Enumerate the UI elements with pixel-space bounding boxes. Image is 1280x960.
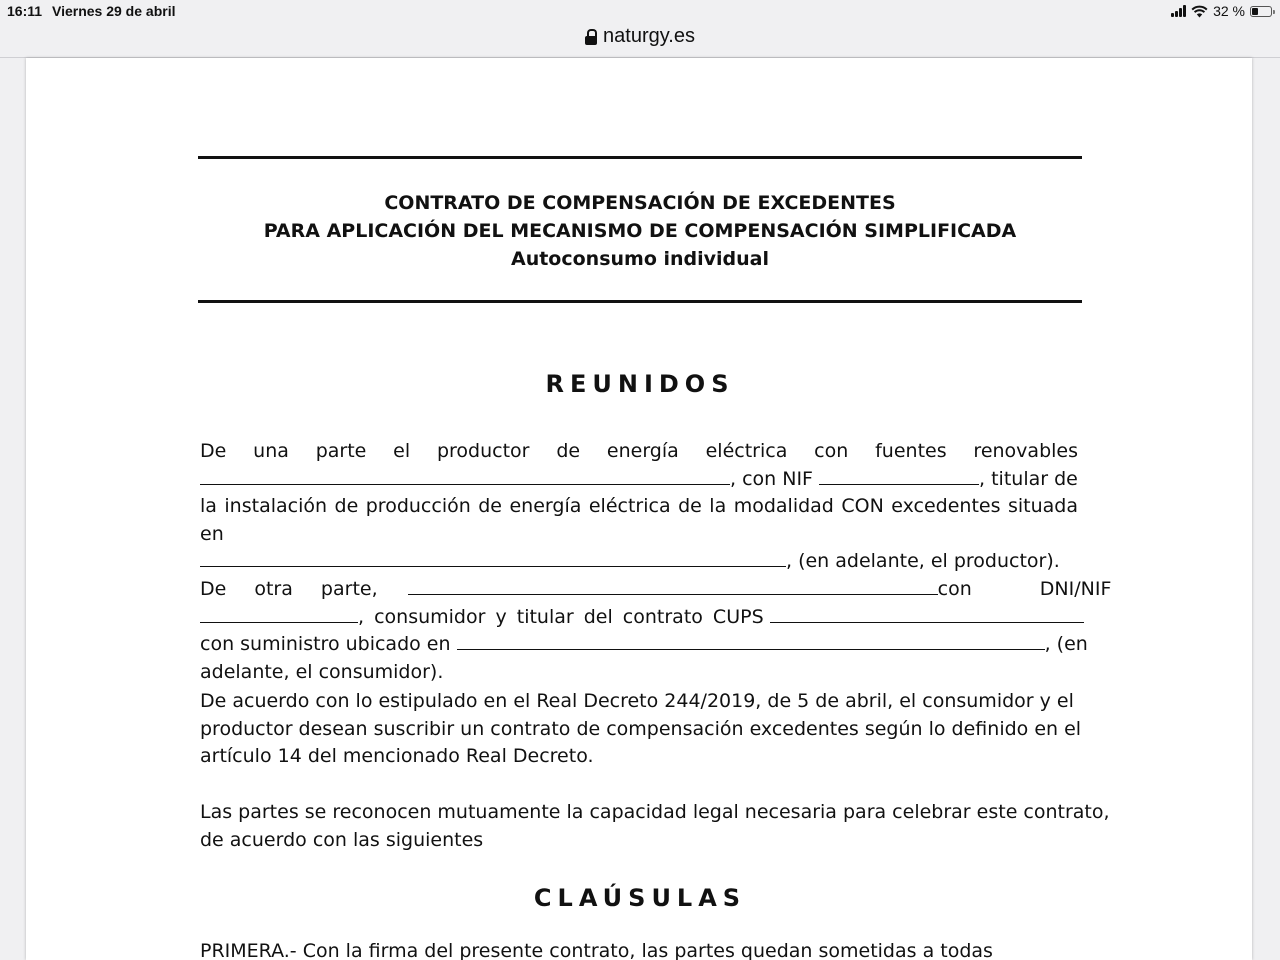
heading-clausulas: CLAÚSULAS xyxy=(533,884,747,912)
p2-line-2: productor desean suscribir un contrato de compensación excedentes según lo definido en el xyxy=(200,717,1082,740)
p3-line-1: Las partes se reconocen mutuamente la capacidad legal necesaria para celebrar este contrato, xyxy=(200,801,1110,823)
p1-line-1: De una parte el productor de energía eléctrica con fuentes renovables xyxy=(200,440,1078,462)
status-date: Viernes 29 de abril xyxy=(52,3,176,19)
bottom-rule xyxy=(198,300,1082,303)
status-indicators xyxy=(1171,3,1272,19)
paragraph-capacidad xyxy=(200,799,1110,854)
title-line-1: CONTRATO DE COMPENSACIÓN DE EXCEDENTES xyxy=(384,192,896,214)
status-bar xyxy=(0,0,1280,24)
paragraph-real-decreto xyxy=(200,688,1082,771)
top-rule xyxy=(198,156,1082,159)
cellular-signal-icon xyxy=(1171,5,1186,17)
title-line-2: PARA APLICACIÓN DEL MECANISMO DE COMPENSACIÓN SIMPLIFICADA xyxy=(263,220,1017,242)
paragraph-parties xyxy=(200,438,1112,686)
wifi-icon xyxy=(1191,5,1208,18)
consumer-name-blank[interactable] xyxy=(408,577,938,595)
paragraph-primera-partial xyxy=(200,938,1078,960)
installation-location-blank[interactable] xyxy=(200,549,786,567)
battery-icon xyxy=(1250,6,1272,17)
consumer-dni-blank[interactable] xyxy=(200,605,358,623)
p1-line-2: , con NIF , titular de xyxy=(200,466,1078,494)
title-line-3: Autoconsumo individual xyxy=(510,248,770,270)
lock-icon xyxy=(585,29,597,45)
heading-reunidos: REUNIDOS xyxy=(545,370,735,398)
p4-line-1: PRIMERA.- Con la firma del presente contrato, las partes quedan sometidas a todas xyxy=(200,940,993,960)
p1-line-7: con suministro ubicado en , (en xyxy=(200,633,1088,656)
status-time: 16:11 xyxy=(7,3,43,19)
p3-line-2: de acuerdo con las siguientes xyxy=(200,828,484,851)
pdf-page xyxy=(26,58,1252,960)
battery-percent: 32 % xyxy=(1213,3,1245,19)
producer-nif-blank[interactable] xyxy=(819,467,979,485)
url-text[interactable]: naturgy.es xyxy=(603,25,695,47)
p1-line-3: la instalación de producción de energía eléctrica de la modalidad CON excedentes situada en xyxy=(200,495,1078,545)
p2-line-3: artículo 14 del mencionado Real Decreto. xyxy=(200,745,594,768)
p1-line-4: , (en adelante, el productor). xyxy=(200,548,1078,576)
p2-line-1: De acuerdo con lo estipulado en el Real Decreto 244/2019, de 5 de abril, el consumidor y el xyxy=(200,690,1074,712)
supply-address-blank[interactable] xyxy=(457,632,1045,650)
cups-blank[interactable] xyxy=(770,605,1084,623)
p1-line-5: De otra parte, con DNI/NIF xyxy=(200,577,1112,600)
producer-name-blank[interactable] xyxy=(200,467,730,485)
address-bar[interactable] xyxy=(0,24,1280,56)
p1-line-8: adelante, el consumidor). xyxy=(200,660,444,683)
document-title xyxy=(200,189,1080,273)
p1-line-6: , consumidor y titular del contrato CUPS xyxy=(200,604,1078,632)
